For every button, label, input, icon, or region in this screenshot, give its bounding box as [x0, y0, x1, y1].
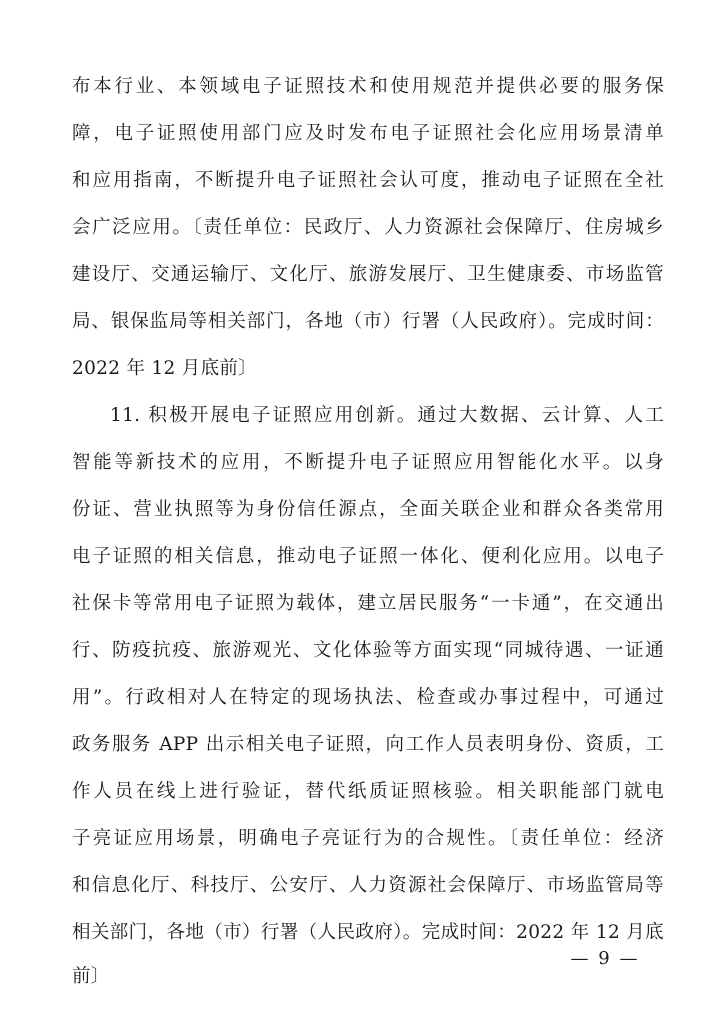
text-line: 政务服务 APP 出示相关电子证照，向工作人员表明身份、资质，工	[72, 734, 664, 755]
text-line: 相关部门，各地（市）行署（人民政府）。完成时间：2022 年 12 月底	[72, 922, 664, 943]
text-line: 和应用指南，不断提升电子证照社会认可度，推动电子证照在全社	[72, 170, 664, 191]
text-line: 2022 年 12 月底前〕	[72, 358, 257, 379]
text-line: 子亮证应用场景，明确电子亮证行为的合规性。〔责任单位：经济	[72, 828, 664, 849]
text-line: 用”。行政相对人在特定的现场执法、检查或办事过程中，可通过	[72, 687, 664, 708]
text-line: 份证、营业执照等为身份信任源点，全面关联企业和群众各类常用	[72, 499, 664, 520]
text-line: 行、防疫抗疫、旅游观光、文化体验等方面实现“同城待遇、一证通	[72, 640, 664, 661]
text-line: 障，电子证照使用部门应及时发布电子证照社会化应用场景清单	[72, 123, 664, 144]
text-line: 会广泛应用。〔责任单位：民政厅、人力资源社会保障厅、住房城乡	[72, 217, 664, 238]
text-line: 作人员在线上进行验证，替代纸质证照核验。相关职能部门就电	[72, 781, 664, 802]
text-line: 智能等新技术的应用，不断提升电子证照应用智能化水平。以身	[72, 452, 664, 473]
paragraph-heading-line: 11. 积极开展电子证照应用创新。通过大数据、云计算、人工	[110, 405, 664, 426]
text-line: 建设厅、交通运输厅、文化厅、旅游发展厅、卫生健康委、市场监管	[72, 264, 664, 285]
text-line: 前〕	[72, 966, 110, 987]
text-line: 局、银保监局等相关部门，各地（市）行署（人民政府）。完成时间：	[72, 311, 664, 332]
text-line: 和信息化厅、科技厅、公安厅、人力资源社会保障厅、市场监管局等	[72, 875, 664, 896]
text-line: 布本行业、本领域电子证照技术和使用规范并提供必要的服务保	[72, 76, 664, 97]
page-number: — 9 —	[570, 948, 640, 969]
text-line: 社保卡等常用电子证照为载体，建立居民服务“一卡通”，在交通出	[72, 593, 664, 614]
text-line: 电子证照的相关信息，推动电子证照一体化、便利化应用。以电子	[72, 546, 664, 567]
